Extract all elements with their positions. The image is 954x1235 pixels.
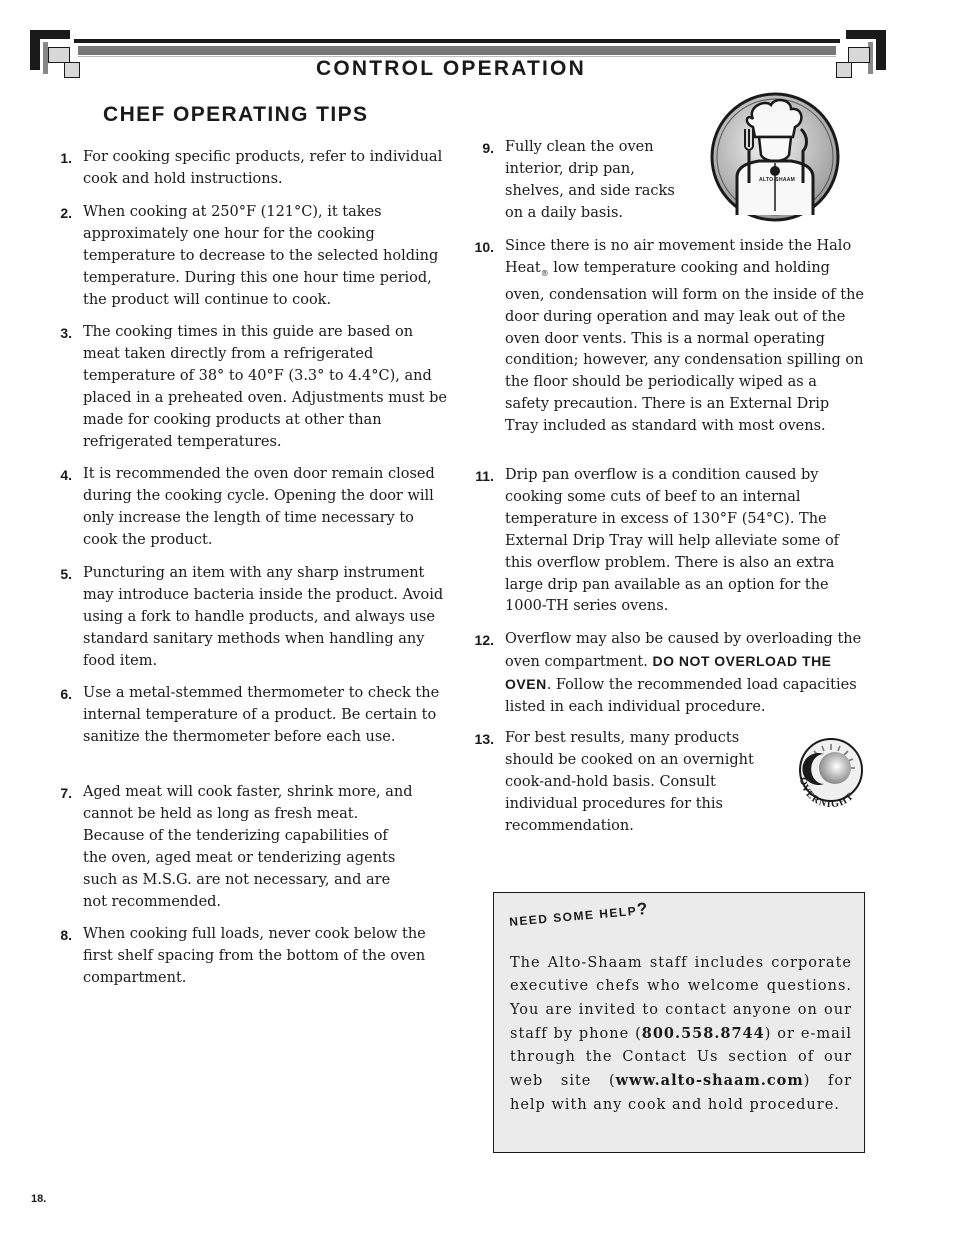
tip-number: 10. — [474, 239, 494, 255]
tip-number: 6. — [60, 686, 72, 702]
overnight-logo — [790, 732, 872, 814]
moon-sun-icon — [790, 732, 872, 814]
tip-text: Fully clean the oven interior, drip pan, shelves, and side racks on a daily basis. — [505, 139, 675, 221]
tip-text: The cooking times in this guide are based on meat taken directly from a refrigerated temperature of 38° to 40°F (3.3° to 4.4°C), and placed in a preheated oven. Adjustments must be made for cooking products at other than refrigerated temperatures. — [83, 324, 447, 450]
tip-number: 9. — [482, 140, 494, 156]
tip-text-part: Since there is no air movement inside the Halo Heat — [505, 238, 852, 276]
tip-text: For best results, many products should be cooked on an overnight cook-and-hold basis. Consult individual procedures for this recommendation. — [505, 730, 754, 834]
tip-number: 3. — [60, 325, 72, 341]
help-body-part: ) for help with any cook and hold procedure. — [510, 1073, 852, 1113]
tip-number: 12. — [474, 632, 494, 648]
tip-text: When cooking at 250°F (121°C), it takes approximately one hour for the cooking temperature to decrease to the selected holding temperature. During this one hour time period, the product will continue to cook. — [83, 204, 439, 308]
help-body-part: The Alto-Shaam staff includes corporate executive chefs who welcome questions. You are invited to contact anyone on our staff by phone ( — [510, 955, 852, 1042]
tip-text: Use a metal-stemmed thermometer to check the internal temperature of a product. Be certain to sanitize the thermometer before each use. — [83, 685, 440, 745]
help-body — [510, 952, 852, 1117]
chef-logo-label: ALTO-SHAAM — [759, 177, 796, 183]
tip-text: Aged meat will cook faster, shrink more, and cannot be held as long as fresh meat. Because of the tenderizing capabilities of the oven, aged meat or tenderizing agents such as M.S.G. are not necessary, and are not recommended. — [83, 784, 413, 910]
tip-text — [505, 629, 865, 719]
tip-number: 4. — [60, 467, 72, 483]
page-number: 18. — [31, 1193, 47, 1205]
tip-text: Puncturing an item with any sharp instrument may introduce bacteria inside the product. Avoid using a fork to handle products, and always use standard sanitary methods when handling any food item. — [83, 565, 444, 669]
page-header-title: CONTROL OPERATION — [316, 57, 586, 80]
tip-text-part: Overflow may also be caused by overloading the oven compartment. — [505, 631, 862, 670]
tip-text-part: . Follow the recommended load capacities listed in each individual procedure. — [505, 676, 857, 715]
tip-text-part: low temperature cooking and holding oven, condensation will form on the inside of the door during operation and may leak out of the oven door vents. This is a normal operating condition; however, any condensation spilling on the floor should be periodically wiped as a safety precaution. There is an External Drip Tray included as standard with most ovens. — [505, 259, 865, 435]
help-heading — [508, 899, 649, 931]
help-body-part: ) or e-mail through the Contact Us section of our web site ( — [510, 1025, 853, 1090]
tip-number: 13. — [474, 731, 494, 747]
website-link[interactable]: www.alto-shaam.com — [615, 1072, 804, 1090]
tip-number: 7. — [60, 785, 72, 801]
help-heading-mark: ? — [636, 898, 650, 919]
section-title: CHEF OPERATING TIPS — [103, 103, 369, 126]
warning-emphasis: DO NOT OVERLOAD THE OVEN — [505, 652, 832, 692]
tip-text: It is recommended the oven door remain closed during the cooking cycle. Opening the door will only increase the length of time necessary to cook the product. — [83, 466, 435, 548]
help-heading-text: NEED SOME HELP — [508, 903, 638, 930]
chef-icon — [709, 91, 841, 223]
tip-number: 1. — [60, 150, 72, 166]
chef-logo — [709, 91, 841, 223]
tip-number: 11. — [475, 468, 494, 484]
tip-text: Drip pan overflow is a condition caused by cooking some cuts of beef to an internal temperature in excess of 130°F (54°C). The External Drip Tray will help alleviate some of this overflow problem. There is also an extra large drip pan available as an option for the 1000-TH series ovens. — [505, 467, 840, 615]
tip-text: When cooking full loads, never cook below the first shelf spacing from the bottom of the oven compartment. — [83, 926, 426, 986]
tip-text: For cooking specific products, refer to individual cook and hold instructions. — [83, 149, 443, 187]
overnight-label-path: OVERNIGHT — [796, 776, 857, 811]
tip-number: 8. — [60, 927, 72, 943]
tip-number: 2. — [60, 205, 72, 221]
phone-number: 800.558.8744 — [641, 1024, 765, 1042]
registered-mark: ® — [540, 268, 549, 278]
tip-text — [505, 236, 865, 438]
tip-number: 5. — [60, 566, 72, 582]
help-box — [493, 892, 865, 1153]
